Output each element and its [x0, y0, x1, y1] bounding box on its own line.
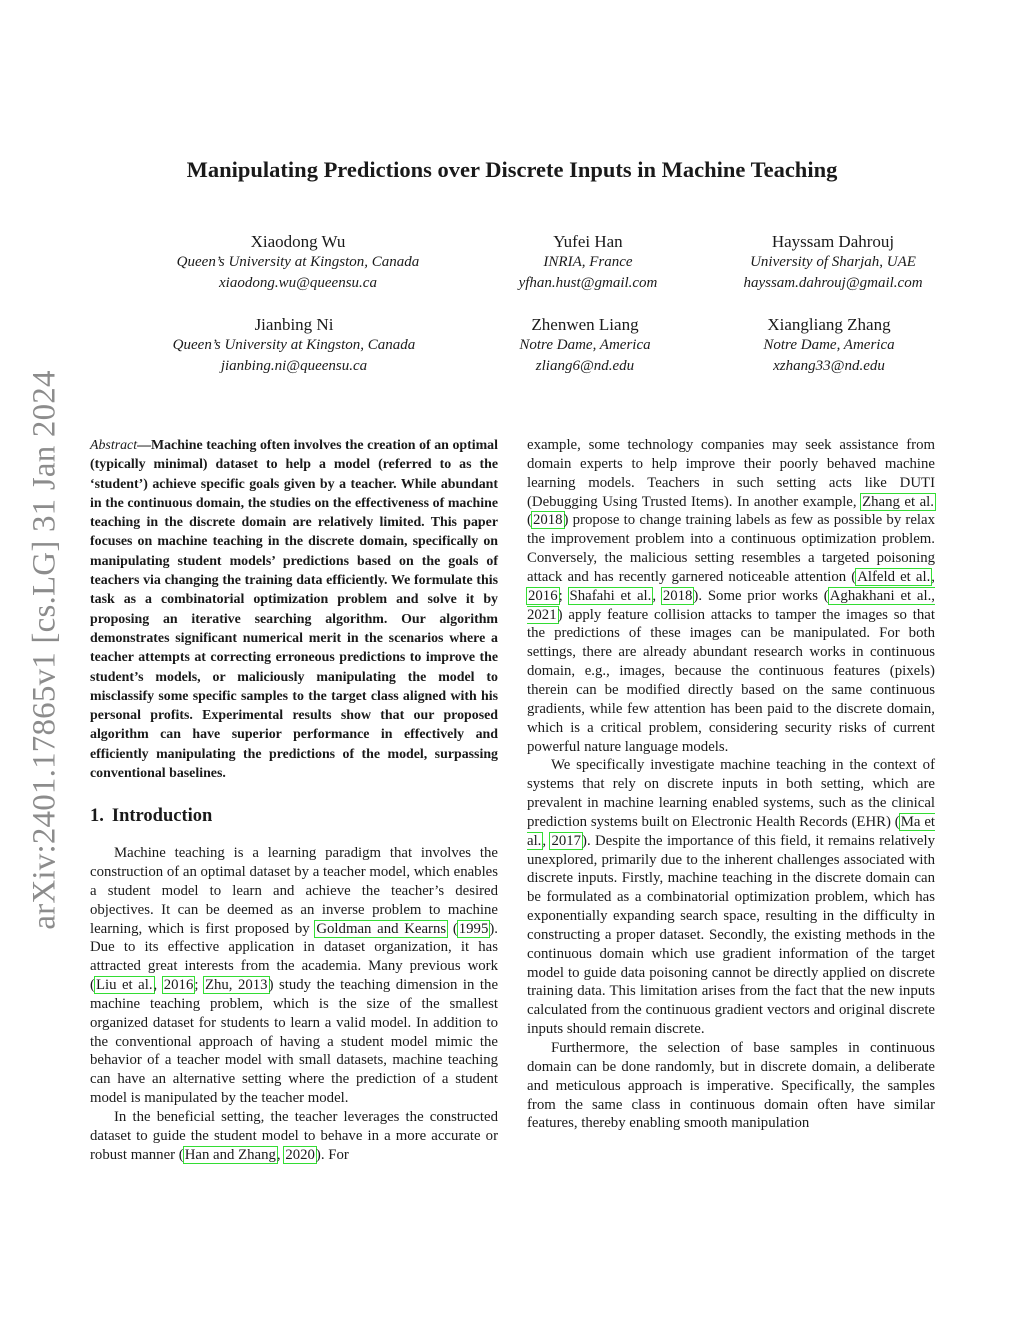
paragraph: [527, 436, 935, 756]
text-run: ) apply feature collision attacks to tamper the images so that the predictions of these images can be manipulated. For both settings, there are already abundant research works in continuous domain, e.g., images, because the continuous features (pixels) therein can be modified directly based on the same continuous gradients, while few attention has been paid to the discrete domain, which is a critical problem, considering security risks of current powerful nature language models.: [527, 606, 935, 755]
author-affiliation: Notre Dame, America: [519, 337, 651, 353]
citation-link[interactable]: Ma et al.: [527, 813, 935, 849]
author-name: Yufei Han: [553, 232, 623, 251]
citation-link[interactable]: 2017: [551, 832, 582, 849]
text-run: We specifically investigate machine teaching in the context of systems that rely on discrete inputs in both setting, which are prevalent in machine learning enabled systems, such as the clinical prediction systems built on Electronic Health Records (EHR) (: [527, 757, 935, 830]
text-run: (: [447, 920, 458, 937]
paragraph: [527, 1039, 935, 1133]
paragraph: [90, 844, 498, 1108]
section-title: Introduction: [111, 806, 213, 827]
paper-title: Manipulating Predictions over Discrete Inputs in Machine Teaching: [186, 157, 838, 182]
text-run: ) propose to change training labels as few as possible by relax the improvement problem into a continuous optimization problem. Conversely, the malicious setting resembles a targeted poisoning attack and has recently garnered noticeable attention (: [527, 512, 935, 585]
author-block: [519, 314, 650, 377]
author-block: [173, 314, 416, 377]
author-name: Xiaodong Wu: [250, 232, 346, 251]
author-block: [763, 314, 894, 377]
author-block: [519, 231, 658, 294]
text-run: ). Despite the importance of this field, it remains relatively unexplored, primarily due to the inherent challenges associated with discrete inputs. Firstly, machine teaching in the discrete domain can be formulated as a combinatorial optimization problem, which has exponentially expanding search space, resulting in the difficulty in constructing a proper dataset. Secondly, the existing methods in the continuous domain which use gradient information of the target model to guide data poisoning cannot be directly applied on discrete training data. This limitation arises from the fact that the new inputs calculated from the continuous gradient vectors and original discrete inputs should remain discrete.: [527, 832, 935, 1038]
citation-link[interactable]: Aghakhani et al., 2021: [527, 587, 935, 623]
author-block: [177, 231, 420, 294]
citation-link[interactable]: 1995: [458, 920, 489, 937]
citation-link[interactable]: Alfeld et al.: [857, 568, 931, 585]
citation-link[interactable]: 2016: [528, 587, 558, 604]
text-run: ). Due to its effective application in dataset organization, it has attracted great interests from the academia. Many previous work (: [90, 920, 498, 994]
text-run: In the beneficial setting, the teacher leverages the constructed dataset to guide the student model to behave in a more accurate or robust manner (: [90, 1109, 498, 1163]
abstract-text: Machine teaching often involves the creation of an optimal (typically minimal) dataset to help a model (referred to as the ‘student’) achieve specific goals given by a teacher. While abundant in the continuous domain, the studies on the effectiveness of machine teaching in the discrete domain are relatively limited. This paper focuses on machine teaching in the discrete domain, specifically on manipulating student models’ predictions based on the goals of teachers via changing the training data efficiently. We formulate this task as a combinatorial optimization problem and solve it by proposing an iterative searching algorithm. Our algorithm demonstrates significant numerical merit in the scenarios where a teacher attempts at correcting erroneous predictions to improve the student’s models, or maliciously manipulating the model to misclassify some specific samples to the target class aligned with his personal profits. Experimental results show that our proposed algorithm can have superior performance in effectively and efficiently manipulating the predictions of the model, surpassing conventional baselines.: [90, 438, 498, 782]
author-name: Jianbing Ni: [254, 315, 334, 334]
section-heading: [90, 807, 498, 826]
text-run: ) study the teaching dimension in the machine teaching problem, which is the size of the smallest organized dataset for students to learn a valid model. In addition to the conventional approach of having a student model mimic the behavior of a teacher model with small datasets, machine teaching can have an alternative setting where the prediction of a student model is manipulated by the teacher model.: [90, 977, 499, 1107]
author-affiliation: Queen’s University at Kingston, Canada: [176, 254, 420, 270]
author-affiliation: University of Sharjah, UAE: [750, 254, 916, 270]
citation-link[interactable]: 2020: [285, 1146, 315, 1163]
author-affiliation: Queen’s University at Kingston, Canada: [172, 337, 416, 353]
text-run: ,: [276, 1146, 285, 1163]
author-block: [743, 231, 922, 294]
author-affiliation: INRIA, France: [543, 254, 633, 270]
text-run: ,: [652, 587, 662, 604]
author-email[interactable]: xiaodong.wu@queensu.ca: [219, 275, 377, 291]
author-affiliation: Notre Dame, America: [763, 337, 895, 353]
abstract: [90, 436, 498, 783]
text-run: (: [527, 512, 532, 529]
author-email[interactable]: zliang6@nd.edu: [535, 358, 635, 374]
left-column: [90, 436, 498, 1165]
text-run: ;: [194, 977, 204, 994]
abstract-label: Abstract: [90, 438, 138, 453]
author-email[interactable]: yfhan.hust@gmail.com: [518, 275, 658, 291]
text-run: Machine teaching is a learning paradigm that involves the construction of an optimal dataset by a teacher model, which enables a student model to learn and achieve the teacher’s desired objectives. It can be deemed as an inverse problem to machine learning, which is first proposed by: [90, 845, 499, 937]
text-run: ,: [542, 832, 551, 849]
abstract-dash: —: [137, 438, 151, 453]
text-run: ,: [931, 568, 935, 585]
text-run: ). For: [315, 1146, 349, 1163]
author-email[interactable]: jianbing.ni@queensu.ca: [220, 358, 368, 374]
author-name: Xiangliang Zhang: [767, 315, 891, 334]
author-name: Hayssam Dahrouj: [771, 232, 895, 251]
text-run: ;: [558, 587, 569, 604]
citation-link[interactable]: 2018: [532, 512, 563, 529]
text-run: ,: [153, 977, 163, 994]
author-name: Zhenwen Liang: [531, 315, 639, 334]
section-number: 1.: [90, 806, 104, 827]
text-run: example, some technology companies may seek assistance from domain experts to help improve their poorly behaved machine learning models. Teachers in such setting acts like DUTI (Debugging Using Trusted Items). In another example,: [527, 437, 935, 510]
text-run: ). Some prior works (: [693, 587, 829, 604]
citation-link[interactable]: Liu et al.: [95, 977, 153, 994]
paragraph: [90, 1108, 498, 1165]
citation-link[interactable]: 2018: [662, 587, 693, 604]
text-run: Furthermore, the selection of base samples in continuous domain can be done randomly, but in discrete domain, a deliberate and meticulous approach is imperative. Specifically, the samples from the same class in continuous domain often have similar features, thereby enabling smooth manipulation: [527, 1040, 935, 1132]
citation-link[interactable]: Goldman and Kearns: [316, 920, 447, 937]
paragraph: [527, 756, 935, 1039]
citation-link[interactable]: Shafahi et al.: [569, 587, 652, 604]
citation-link[interactable]: Han and Zhang: [184, 1146, 276, 1163]
author-email[interactable]: hayssam.dahrouj@gmail.com: [743, 275, 923, 291]
citation-link[interactable]: Zhu, 2013: [204, 977, 268, 994]
right-column: [527, 436, 935, 1133]
citation-link[interactable]: Zhang et al.: [862, 493, 934, 510]
author-email[interactable]: xzhang33@nd.edu: [773, 358, 885, 374]
citation-link[interactable]: 2016: [163, 977, 194, 994]
arxiv-identifier-stamp: arXiv:2401.17865v1 [cs.LG] 31 Jan 2024: [26, 370, 63, 930]
